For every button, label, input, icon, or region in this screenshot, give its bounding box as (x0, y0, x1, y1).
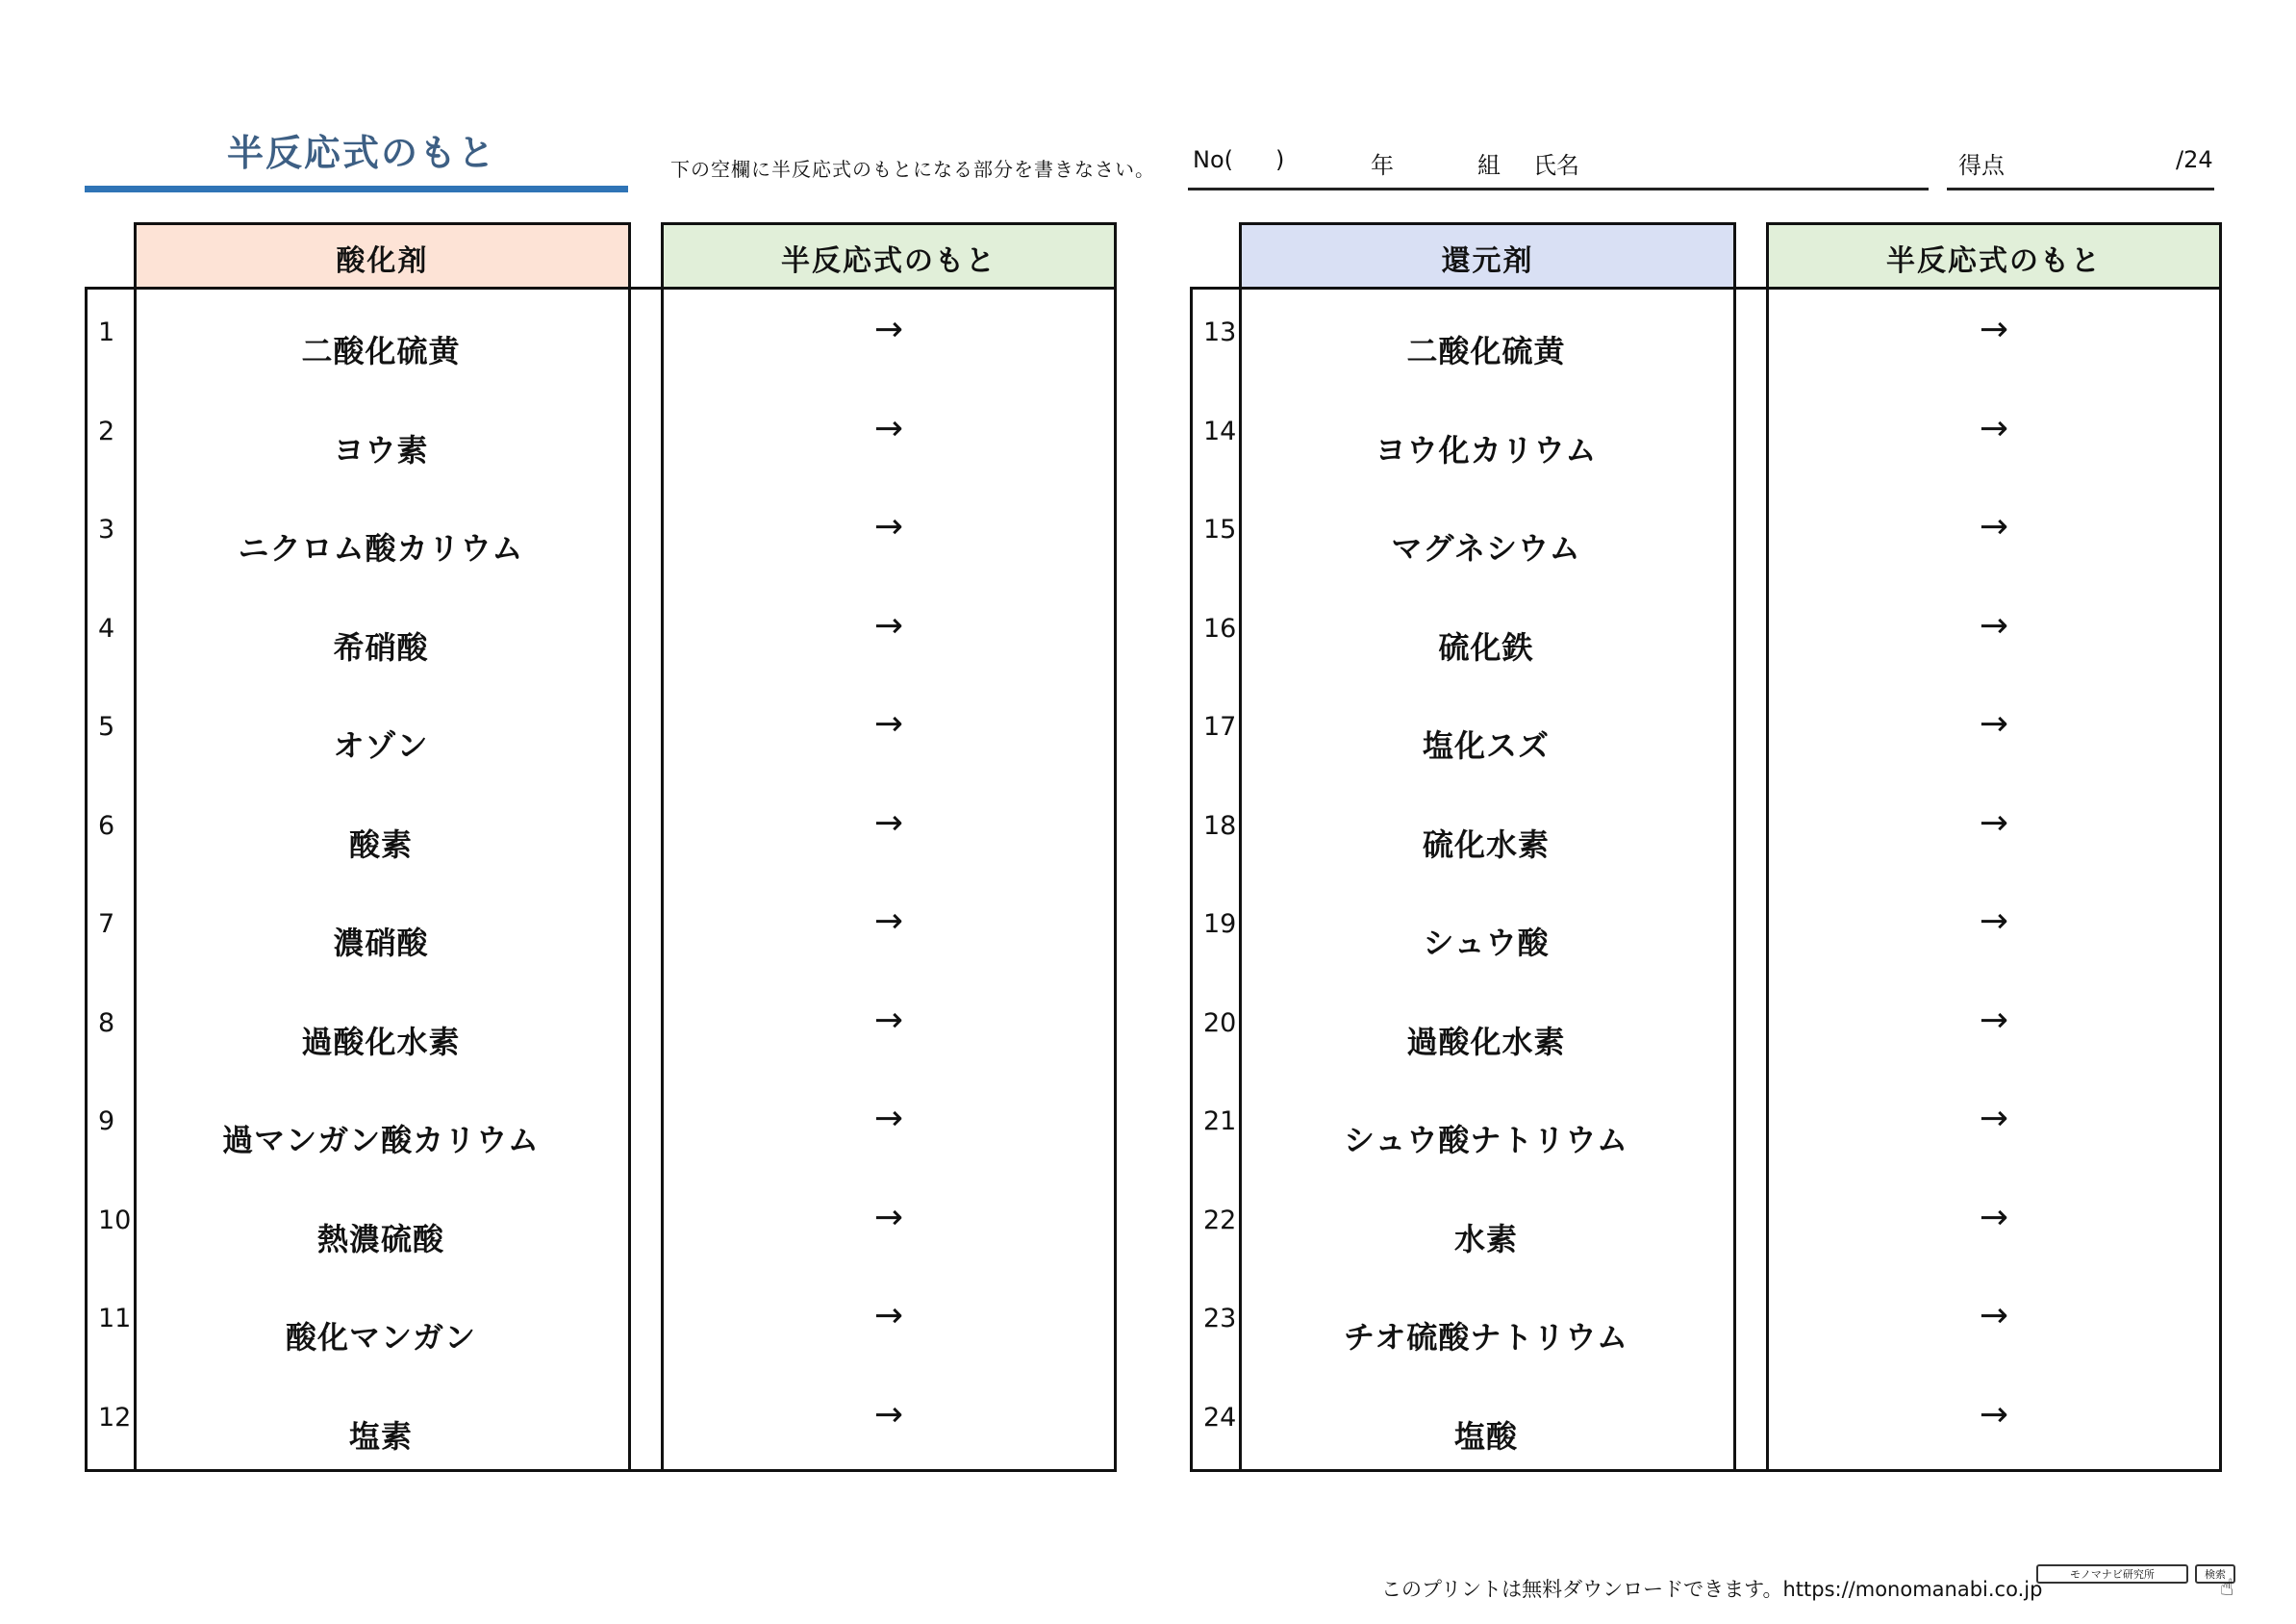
compound-name: 塩化スズ (1422, 727, 1550, 764)
compound-name: 硫化鉄 (1438, 628, 1534, 666)
row-number: 24 (1203, 1402, 1237, 1433)
answer-arrow[interactable]: → (1979, 1000, 2009, 1040)
hand-cursor-icon: ☝ (2220, 1574, 2234, 1601)
year-label: 年 (1371, 152, 1394, 179)
footer-text: このプリントは無料ダウンロードできます。https://monomanabi.co.jp (1381, 1578, 2043, 1601)
compound-name: 塩酸 (1453, 1417, 1518, 1455)
table-row (1190, 1374, 2222, 1472)
answer-arrow[interactable]: → (873, 1394, 904, 1434)
row-number: 21 (1203, 1106, 1237, 1136)
answer-arrow[interactable]: → (873, 408, 904, 448)
answer-arrow[interactable]: → (873, 310, 904, 349)
row-number: 17 (1203, 712, 1237, 742)
table-row (1190, 486, 2222, 584)
compound-name: 濃硝酸 (333, 925, 429, 961)
compound-name: 希硝酸 (333, 628, 429, 666)
name-field-line[interactable] (1188, 188, 1929, 190)
compound-name: 過酸化水素 (1406, 1023, 1566, 1060)
table-row (1190, 979, 2222, 1078)
score-field-line[interactable] (1947, 188, 2214, 190)
answer-arrow[interactable]: → (873, 704, 904, 744)
compound-name: 熱濃硫酸 (316, 1220, 444, 1257)
answer-arrow[interactable]: → (1979, 1394, 2009, 1434)
row-number: 9 (98, 1106, 115, 1136)
row-number: 20 (1203, 1007, 1237, 1038)
table-row (85, 1078, 1117, 1176)
site-search-box: モノマナビ研究所 (2036, 1564, 2188, 1584)
answer-arrow[interactable]: → (1979, 408, 2009, 448)
answer-arrow[interactable]: → (1979, 310, 2009, 349)
answer-arrow[interactable]: → (873, 1099, 904, 1138)
title-underline (85, 186, 628, 192)
instruction-text: 下の空欄に半反応式のもとになる部分を書きなさい。 (670, 158, 1155, 181)
compound-name: 過マンガン酸カリウム (222, 1122, 540, 1158)
answer-arrow[interactable]: → (1979, 1296, 2009, 1335)
table-row (1190, 585, 2222, 683)
compound-name: オゾン (333, 727, 429, 764)
answer-arrow[interactable]: → (873, 1000, 904, 1040)
oxidizer-header: 酸化剤 (134, 222, 631, 290)
table-row (1190, 683, 2222, 781)
row-number: 2 (98, 416, 115, 446)
row-number: 14 (1203, 416, 1237, 446)
answer-arrow[interactable]: → (1979, 605, 2009, 646)
row-number: 19 (1203, 909, 1237, 939)
row-number: 15 (1203, 515, 1237, 545)
table-row (1190, 782, 2222, 880)
table-row (1190, 880, 2222, 978)
answer-arrow[interactable]: → (873, 1197, 904, 1237)
table-row (1190, 1078, 2222, 1176)
table-row (85, 880, 1117, 978)
compound-name: ニクロム酸カリウム (238, 530, 524, 567)
table-row (85, 979, 1117, 1078)
no-label: No( (1193, 146, 1233, 173)
row-number: 22 (1203, 1205, 1237, 1235)
table-row (1190, 1177, 2222, 1275)
answer-arrow[interactable]: → (873, 507, 904, 546)
compound-name: チオ硫酸ナトリウム (1343, 1319, 1629, 1356)
row-number: 6 (98, 810, 115, 841)
table-row (85, 1374, 1117, 1472)
row-number: 23 (1203, 1304, 1237, 1333)
row-number: 3 (98, 515, 115, 545)
score-total: /24 (2176, 146, 2213, 173)
row-number: 18 (1203, 810, 1237, 841)
row-number: 8 (98, 1007, 115, 1038)
table-row (1190, 1275, 2222, 1373)
row-number: 4 (98, 613, 115, 644)
answer-arrow[interactable]: → (1979, 704, 2009, 744)
table-row (85, 683, 1117, 781)
row-number: 11 (98, 1304, 132, 1333)
table-row (85, 289, 1117, 387)
compound-name: 二酸化硫黄 (1406, 333, 1566, 369)
table-row (85, 388, 1117, 486)
row-number: 16 (1203, 613, 1237, 644)
table-row (85, 1275, 1117, 1373)
compound-name: 酸化マンガン (285, 1319, 476, 1356)
left-answer-header: 半反応式のもと (661, 222, 1117, 290)
table-row (85, 1177, 1117, 1275)
compound-name: 二酸化硫黄 (301, 333, 461, 369)
table-row (1190, 289, 2222, 387)
compound-name: ヨウ素 (333, 431, 429, 469)
compound-name: シュウ酸 (1423, 925, 1550, 961)
score-label: 得点 (1958, 152, 2005, 179)
answer-arrow[interactable]: → (873, 802, 904, 843)
answer-arrow[interactable]: → (873, 1296, 904, 1335)
class-label: 組 (1477, 152, 1501, 179)
compound-name: 水素 (1453, 1220, 1518, 1257)
row-number: 7 (98, 909, 115, 939)
compound-name: マグネシウム (1391, 530, 1581, 567)
row-number: 12 (98, 1402, 132, 1433)
table-row (85, 585, 1117, 683)
compound-name: シュウ酸ナトリウム (1343, 1122, 1629, 1158)
compound-name: 過酸化水素 (301, 1023, 461, 1060)
answer-arrow[interactable]: → (873, 901, 904, 941)
no-close: ) (1275, 146, 1285, 173)
search-button: 検索 (2195, 1564, 2235, 1584)
answer-arrow[interactable]: → (1979, 1197, 2009, 1237)
row-number: 5 (98, 712, 115, 742)
row-number: 1 (98, 317, 115, 347)
row-number: 10 (98, 1205, 132, 1235)
table-row (1190, 388, 2222, 486)
row-number: 13 (1203, 317, 1237, 347)
answer-arrow[interactable]: → (1979, 507, 2009, 546)
right-answer-header: 半反応式のもと (1766, 222, 2222, 290)
table-row (85, 486, 1117, 584)
page-title: 半反応式のもと (227, 132, 497, 174)
answer-arrow[interactable]: → (1979, 802, 2009, 843)
name-label: 氏名 (1533, 152, 1579, 179)
compound-name: 酸素 (348, 825, 413, 863)
answer-arrow[interactable]: → (1979, 901, 2009, 941)
answer-arrow[interactable]: → (1979, 1099, 2009, 1138)
compound-name: 硫化水素 (1422, 825, 1550, 863)
table-row (85, 782, 1117, 880)
compound-name: ヨウ化カリウム (1375, 431, 1598, 469)
answer-arrow[interactable]: → (873, 605, 904, 646)
compound-name: 塩素 (348, 1417, 413, 1455)
reducer-header: 還元剤 (1239, 222, 1736, 290)
